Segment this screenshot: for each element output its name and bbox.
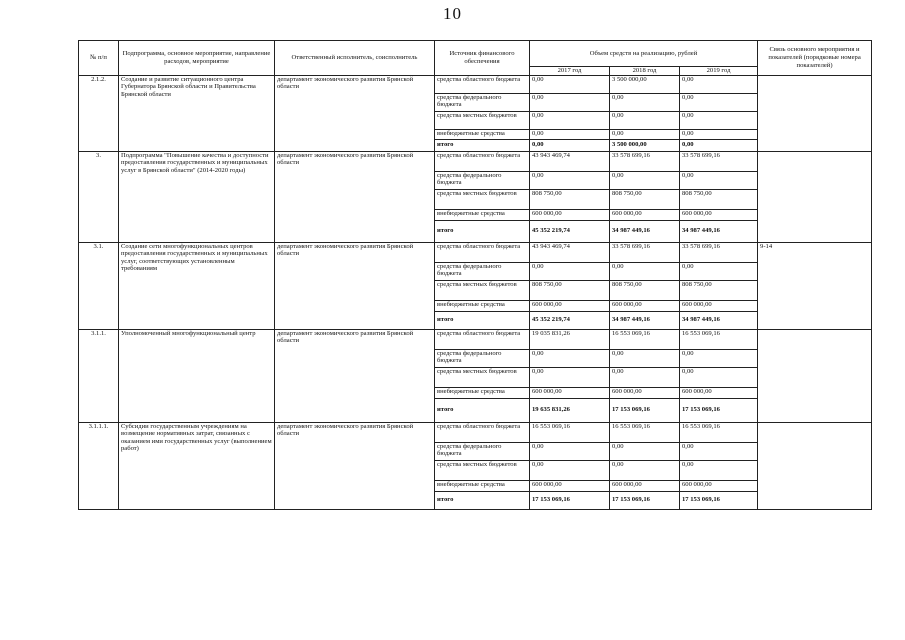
page-number: 10 [443,4,462,23]
amount-2018: 0,00 [610,349,680,367]
funding-source: средства областного бюджета [435,329,530,349]
amount-2017: 0,00 [530,442,610,460]
amount-2019: 600 000,00 [680,300,758,311]
header-volume: Объем средств на реализацию, рублей [530,41,758,67]
amount-2018: 0,00 [610,171,680,189]
amount-2017: 19 635 831,26 [530,398,610,422]
header-responsible: Ответственный исполнитель, соисполнитель [275,41,435,76]
amount-2018: 0,00 [610,367,680,387]
amount-2019: 16 553 069,16 [680,329,758,349]
header-program: Подпрограмма, основное мероприятие, направление расходов, мероприятие [119,41,275,76]
funding-source: средства местных бюджетов [435,189,530,209]
amount-2018: 34 987 449,16 [610,311,680,329]
amount-2019: 0,00 [680,367,758,387]
funding-source: средства местных бюджетов [435,280,530,300]
amount-2018: 600 000,00 [610,300,680,311]
funding-source: итого [435,311,530,329]
table-row [79,422,872,442]
funding-source: внебюджетные средства [435,480,530,491]
funding-source: внебюджетные средства [435,300,530,311]
funding-source: внебюджетные средства [435,129,530,139]
header-year-2017: 2017 год [530,67,610,76]
amount-2019: 600 000,00 [680,209,758,220]
amount-2017: 0,00 [530,111,610,129]
amount-2018: 0,00 [610,442,680,460]
financing-table [78,40,872,510]
amount-2017: 0,00 [530,367,610,387]
table-row [79,75,872,93]
amount-2018: 0,00 [610,262,680,280]
funding-source: средства федерального бюджета [435,171,530,189]
amount-2018: 16 553 069,16 [610,329,680,349]
amount-2019: 0,00 [680,460,758,480]
header-year-2018: 2018 год [610,67,680,76]
item-number: 3.1.1.1. [79,422,119,509]
amount-2017: 45 352 219,74 [530,311,610,329]
amount-2018: 3 500 000,00 [610,75,680,93]
amount-2019: 0,00 [680,349,758,367]
amount-2017: 0,00 [530,93,610,111]
amount-2019: 0,00 [680,171,758,189]
amount-2019: 17 153 069,16 [680,491,758,509]
amount-2017: 45 352 219,74 [530,220,610,242]
amount-2017: 808 750,00 [530,189,610,209]
amount-2018: 0,00 [610,460,680,480]
indicator-link [758,151,872,242]
indicator-link [758,75,872,151]
responsible-executor: департамент экономического развития Брянской области [275,329,435,422]
amount-2019: 0,00 [680,442,758,460]
amount-2017: 600 000,00 [530,300,610,311]
amount-2017: 0,00 [530,171,610,189]
amount-2018: 17 153 069,16 [610,491,680,509]
responsible-executor: департамент экономического развития Брянской области [275,151,435,242]
amount-2018: 3 500 000,00 [610,139,680,151]
amount-2019: 33 578 699,16 [680,242,758,262]
funding-source: средства областного бюджета [435,242,530,262]
amount-2018: 16 553 069,16 [610,422,680,442]
amount-2019: 600 000,00 [680,387,758,398]
funding-source: средства федерального бюджета [435,262,530,280]
funding-source: средства местных бюджетов [435,367,530,387]
amount-2017: 0,00 [530,139,610,151]
amount-2018: 0,00 [610,129,680,139]
header-link: Связь основного мероприятия и показателей (порядковые номера показателей) [758,41,872,76]
amount-2017: 0,00 [530,129,610,139]
amount-2018: 34 987 449,16 [610,220,680,242]
indicator-link [758,329,872,422]
funding-source: средства федерального бюджета [435,349,530,367]
funding-source: средства федерального бюджета [435,93,530,111]
item-title: Подпрограмма "Повышение качества и доступности предоставления государственных и муниципальных услуг в Брянской области" (2014-2020 годы) [119,151,275,242]
amount-2019: 0,00 [680,139,758,151]
amount-2017: 19 035 831,26 [530,329,610,349]
amount-2017: 43 943 469,74 [530,151,610,171]
item-title: Субсидии государственным учреждениям на возмещение нормативных затрат, связанных с оказанием ими государственных услуг (выполнением работ) [119,422,275,509]
header-source: Источник финансового обеспечения [435,41,530,76]
funding-source: итого [435,398,530,422]
funding-source: итого [435,491,530,509]
item-title: Уполномоченный многофункциональный центр [119,329,275,422]
amount-2019: 600 000,00 [680,480,758,491]
amount-2019: 34 987 449,16 [680,311,758,329]
amount-2018: 17 153 069,16 [610,398,680,422]
funding-source: средства областного бюджета [435,422,530,442]
amount-2017: 600 000,00 [530,209,610,220]
funding-source: средства федерального бюджета [435,442,530,460]
amount-2019: 808 750,00 [680,189,758,209]
item-title: Создание и развитие ситуационного центра Губернатора Брянской области и Правительства Брянской области [119,75,275,151]
amount-2019: 34 987 449,16 [680,220,758,242]
amount-2019: 33 578 699,16 [680,151,758,171]
amount-2019: 0,00 [680,93,758,111]
amount-2017: 808 750,00 [530,280,610,300]
amount-2017: 0,00 [530,75,610,93]
table-row [79,151,872,171]
amount-2019: 17 153 069,16 [680,398,758,422]
amount-2017: 16 553 069,16 [530,422,610,442]
table-row [79,329,872,349]
table-row [79,242,872,262]
amount-2019: 0,00 [680,75,758,93]
funding-source: внебюджетные средства [435,387,530,398]
amount-2019: 808 750,00 [680,280,758,300]
amount-2018: 808 750,00 [610,280,680,300]
table-body [79,75,872,509]
funding-source: средства областного бюджета [435,75,530,93]
amount-2019: 0,00 [680,262,758,280]
indicator-link [758,422,872,509]
funding-source: итого [435,220,530,242]
amount-2019: 16 553 069,16 [680,422,758,442]
responsible-executor: департамент экономического развития Брянской области [275,75,435,151]
amount-2018: 808 750,00 [610,189,680,209]
amount-2017: 600 000,00 [530,480,610,491]
amount-2018: 0,00 [610,111,680,129]
amount-2018: 0,00 [610,93,680,111]
funding-source: средства местных бюджетов [435,111,530,129]
funding-source: средства местных бюджетов [435,460,530,480]
amount-2017: 0,00 [530,349,610,367]
amount-2019: 0,00 [680,129,758,139]
amount-2017: 0,00 [530,262,610,280]
item-number: 3. [79,151,119,242]
amount-2019: 0,00 [680,111,758,129]
amount-2018: 600 000,00 [610,480,680,491]
responsible-executor: департамент экономического развития Брянской области [275,242,435,329]
item-number: 3.1. [79,242,119,329]
responsible-executor: департамент экономического развития Брянской области [275,422,435,509]
funding-source: итого [435,139,530,151]
indicator-link: 9-14 [758,242,872,329]
item-number: 2.1.2. [79,75,119,151]
funding-source: внебюджетные средства [435,209,530,220]
amount-2017: 0,00 [530,460,610,480]
amount-2018: 33 578 699,16 [610,151,680,171]
item-title: Создание сети многофункциональных центров предоставления государственных и муниципальных услуг, соответствующих установленным требованиям [119,242,275,329]
item-number: 3.1.1. [79,329,119,422]
amount-2017: 17 153 069,16 [530,491,610,509]
amount-2018: 600 000,00 [610,209,680,220]
amount-2018: 33 578 699,16 [610,242,680,262]
funding-source: средства областного бюджета [435,151,530,171]
amount-2017: 43 943 469,74 [530,242,610,262]
amount-2018: 600 000,00 [610,387,680,398]
amount-2017: 600 000,00 [530,387,610,398]
header-year-2019: 2019 год [680,67,758,76]
header-no: № п/п [79,41,119,76]
